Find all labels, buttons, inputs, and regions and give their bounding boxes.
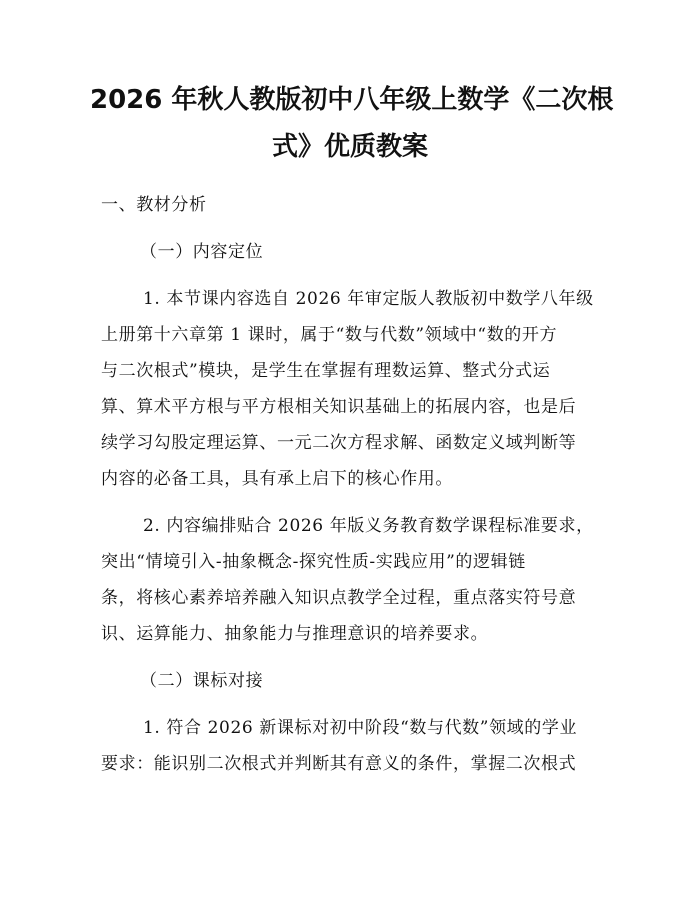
paragraph-1-line: 与二次根式”模块，是学生在掌握有理数运算、整式分式运 [101, 361, 551, 381]
paragraph-1-line: 1. 本节课内容选自 2026 年审定版人教版初中数学八年级 [143, 289, 594, 309]
paragraph-2-line: 2. 内容编排贴合 2026 年版义务教育数学课程标准要求， [143, 516, 594, 536]
paragraph-2-line: 识、运算能力、抽象能力与推理意识的培养要求。 [101, 624, 489, 644]
section-heading-textbook-analysis: 一、教材分析 [101, 195, 207, 215]
paragraph-1-line: 内容的必备工具，具有承上启下的核心作用。 [101, 469, 453, 489]
subsection-heading-curriculum-alignment: （二）课标对接 [140, 671, 264, 691]
paragraph-2-line: 突出“情境引入-抽象概念-探究性质-实践应用”的逻辑链 [101, 552, 526, 572]
paragraph-1-line: 上册第十六章第 1 课时，属于“数与代数”领域中“数的开方 [101, 325, 558, 345]
document-title-line-2: 式》优质教案 [271, 132, 428, 162]
subsection-heading-content-positioning: （一）内容定位 [140, 242, 264, 262]
paragraph-3-line: 1. 符合 2026 新课标对初中阶段“数与代数”领域的学业 [143, 718, 578, 738]
paragraph-1-line: 续学习勾股定理运算、一元二次方程求解、函数定义域判断等 [101, 433, 577, 453]
paragraph-2-line: 条，将核心素养培养融入知识点教学全过程，重点落实符号意 [101, 588, 577, 608]
document-title-line-1: 2026 年秋人教版初中八年级上数学《二次根 [90, 85, 614, 115]
paragraph-1-line: 算、算术平方根与平方根相关知识基础上的拓展内容，也是后 [101, 397, 577, 417]
paragraph-3-line: 要求：能识别二次根式并判断其有意义的条件，掌握二次根式 [101, 754, 577, 774]
